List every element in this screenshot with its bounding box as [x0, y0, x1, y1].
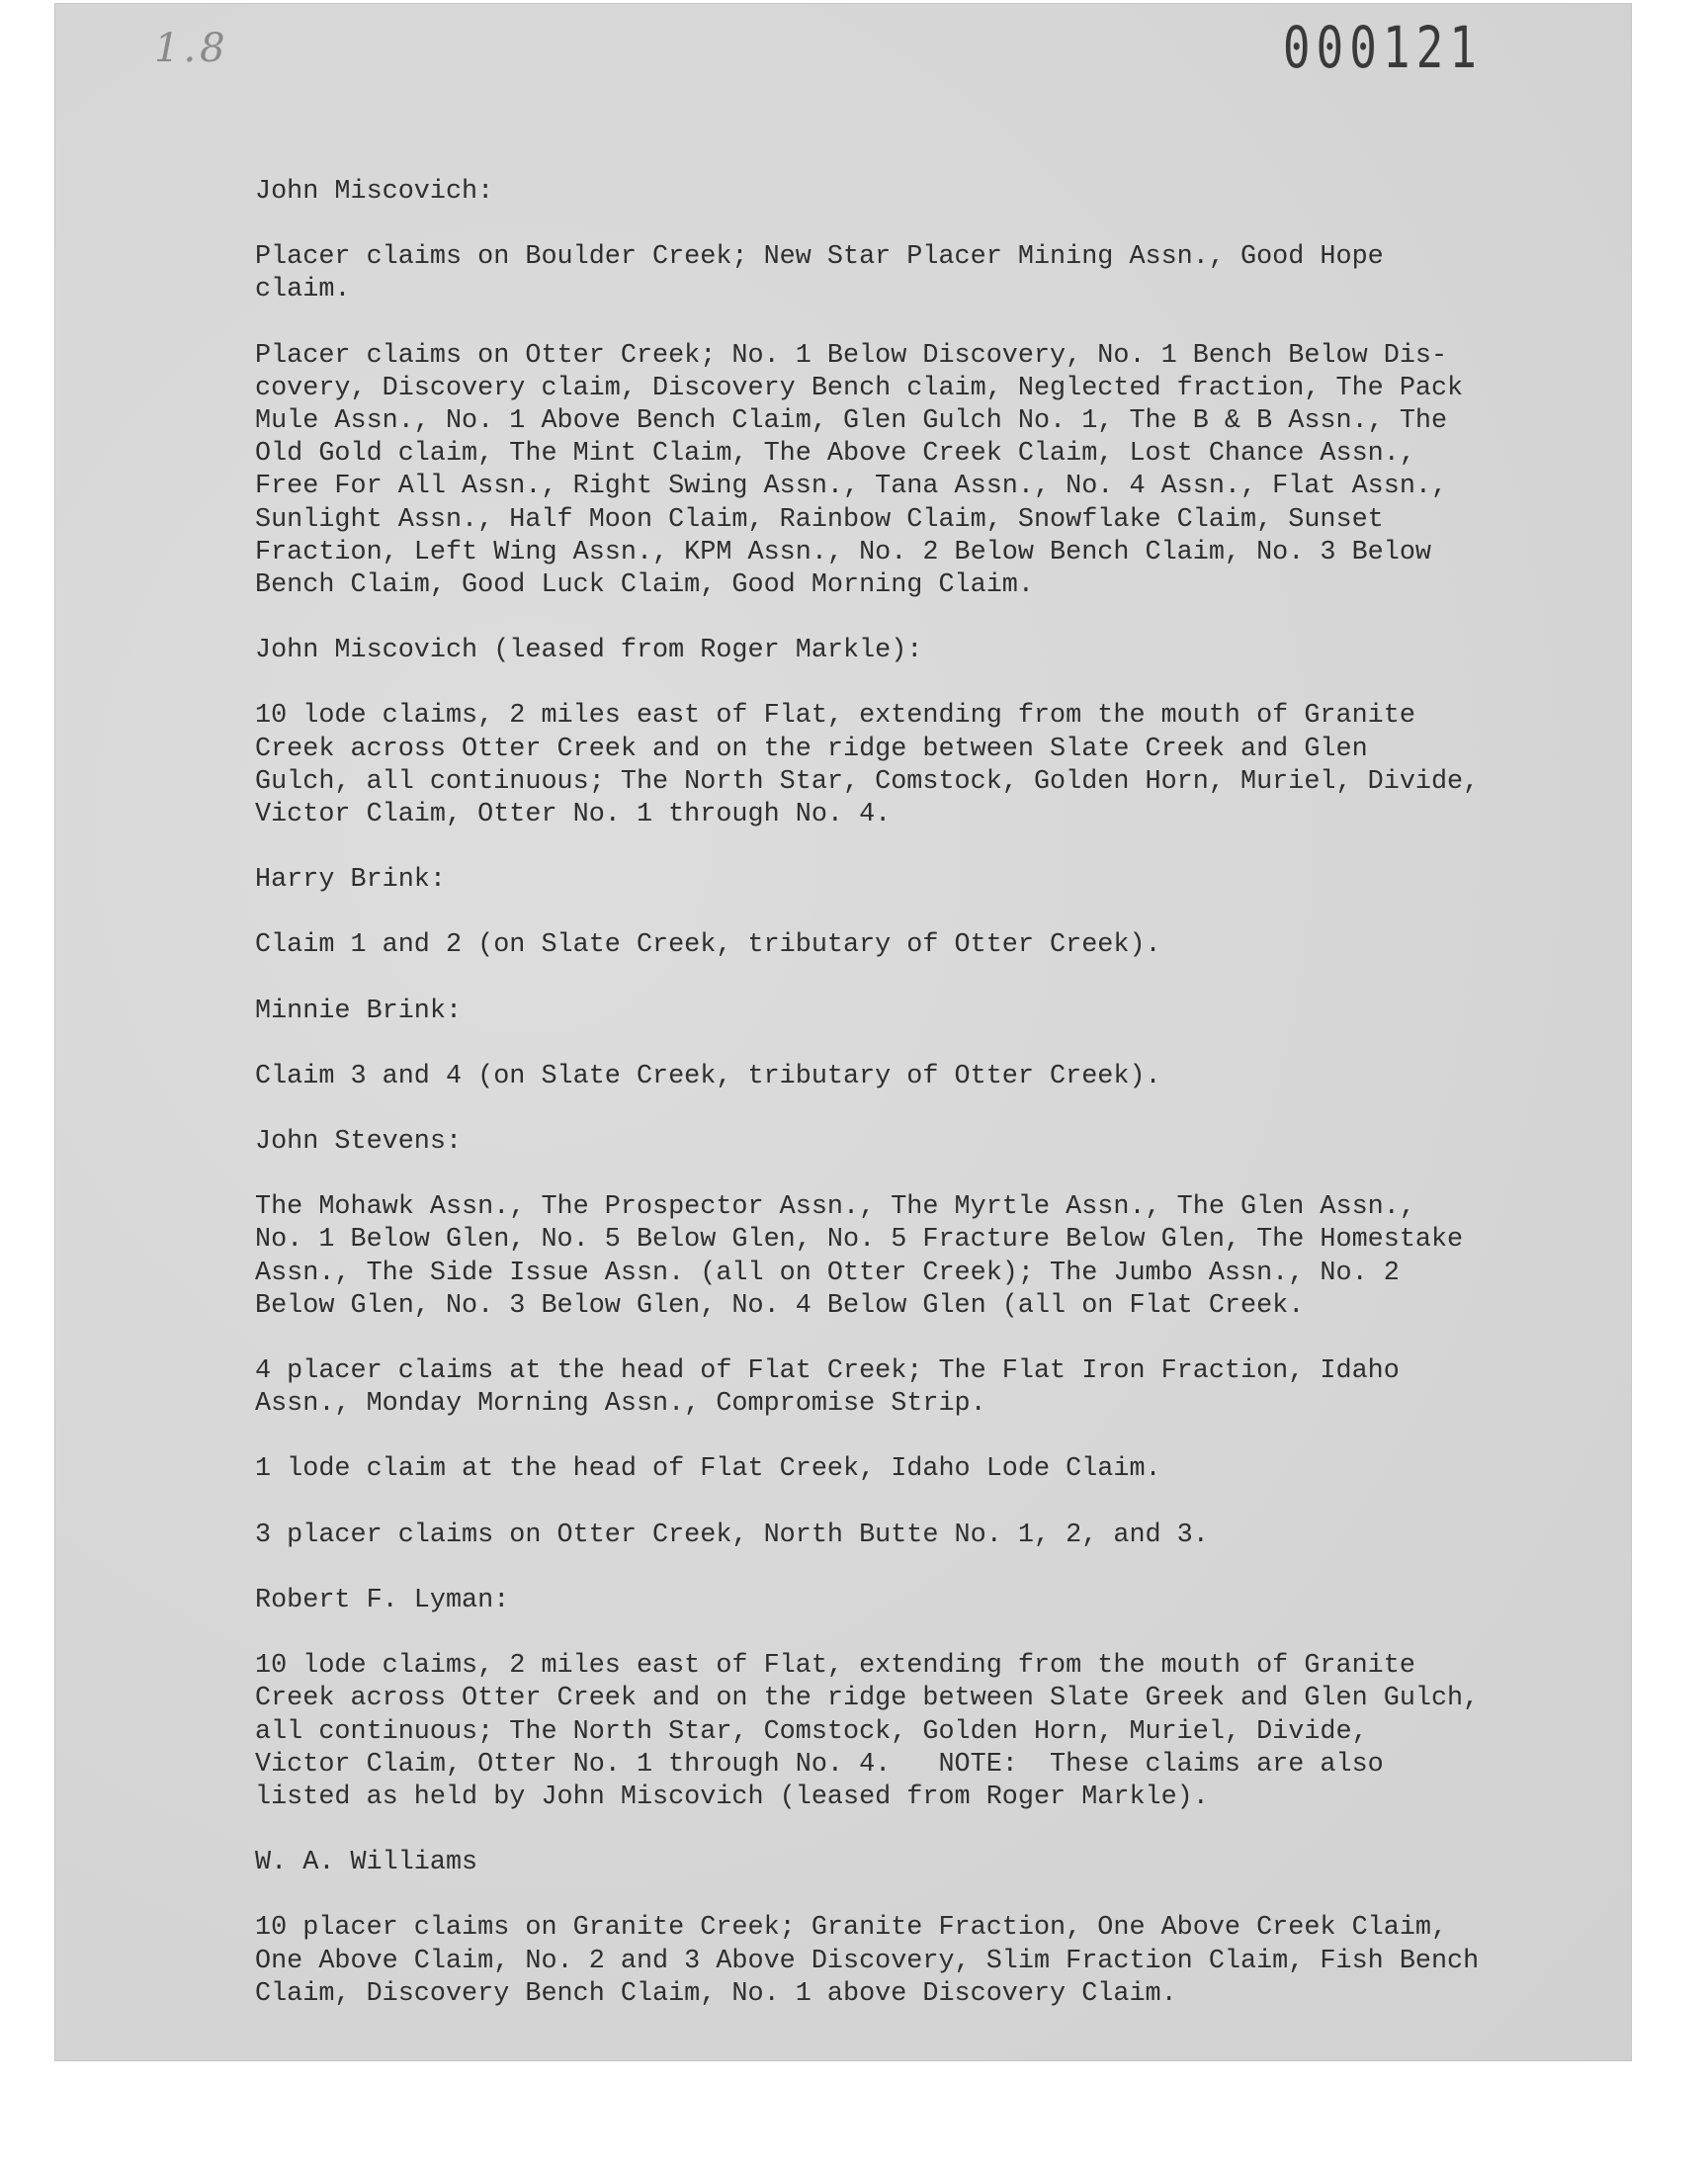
owner-heading: John Stevens: — [255, 1127, 463, 1158]
handwritten-mark: 1.8 — [154, 26, 229, 71]
owner-heading: Minnie Brink: — [255, 996, 463, 1026]
document-number: 000121 — [1282, 14, 1483, 81]
claims-paragraph: Claim 1 and 2 (on Slate Creek, tributary of Otter Creek). — [255, 930, 1161, 961]
owner-heading: Robert F. Lyman: — [255, 1585, 510, 1615]
claims-paragraph: Claim 3 and 4 (on Slate Creek, tributary of Otter Creek). — [255, 1061, 1161, 1091]
claims-paragraph: 10 lode claims, 2 miles east of Flat, extending from the mouth of Granite Creek across Otter Creek and on the ridge between Slate Creek and Glen Gulch, all continuous; The North Star, Comstock, Golden Horn, Muriel, Divide, Victor Claim, Otter No. 1 through No. 4. — [255, 701, 1480, 830]
claims-paragraph: Placer claims on Otter Creek; No. 1 Below Discovery, No. 1 Bench Below Dis- covery, Discovery claim, Discovery Bench claim, Neglected fraction, The Pack Mule Assn., No. 1 Above Bench Claim, Glen Gulch No. 1, The B & B Assn., The Old Gold claim, The Mint Claim, The Above Creek Claim, Lost Chance Assn., Free For All Assn., Right Swing Assn., Tana Assn., No. 4 Assn., Flat Assn., Sunlight Assn., Half Moon Claim, Rainbow Claim, Snowflake Claim, Sunset Fraction, Left Wing Assn., KPM Assn., No. 2 Below Bench Claim, No. 3 Below Bench Claim, Good Luck Claim, Good Morning Claim. — [255, 340, 1464, 601]
owner-heading: W. A. Williams — [255, 1848, 478, 1878]
claims-paragraph: 10 lode claims, 2 miles east of Flat, extending from the mouth of Granite Creek across Otter Creek and on the ridge between Slate Greek and Glen Gulch, all continuous; The North Star, Comstock, Golden Horn, Muriel, Divide, Victor Claim, Otter No. 1 through No. 4. NOTE: These claims are also listed as held by John Miscovich (leased from Roger Markle). — [255, 1651, 1480, 1812]
claims-paragraph: 3 placer claims on Otter Creek, North Butte No. 1, 2, and 3. — [255, 1520, 1209, 1550]
claims-paragraph: The Mohawk Assn., The Prospector Assn., The Myrtle Assn., The Glen Assn., No. 1 Below Glen, No. 5 Below Glen, No. 5 Fracture Below Glen, The Homestake Assn., The Side Issue Assn. (all on Otter Creek); The Jumbo Assn., No. 2 Below Glen, No. 3 Below Glen, No. 4 Below Glen (all on Flat Creek. — [255, 1192, 1464, 1321]
owner-heading: Harry Brink: — [255, 865, 446, 896]
claims-paragraph: 4 placer claims at the head of Flat Creek; The Flat Iron Fraction, Idaho Assn., Monday Morning Assn., Compromise Strip. — [255, 1356, 1400, 1420]
claims-paragraph: 1 lode claim at the head of Flat Creek, Idaho Lode Claim. — [255, 1454, 1161, 1485]
owner-heading: John Miscovich (leased from Roger Markle): — [255, 636, 923, 666]
document-page — [55, 4, 1631, 2060]
owner-heading: John Miscovich: — [255, 177, 494, 207]
claims-paragraph: 10 placer claims on Granite Creek; Granite Fraction, One Above Creek Claim, One Above Claim, No. 2 and 3 Above Discovery, Slim Fraction Claim, Fish Bench Claim, Discovery Bench Claim, No. 1 above Discovery Claim. — [255, 1913, 1480, 2009]
document-body — [255, 176, 1580, 2044]
claims-paragraph: Placer claims on Boulder Creek; New Star Placer Mining Assn., Good Hope claim. — [255, 242, 1384, 305]
